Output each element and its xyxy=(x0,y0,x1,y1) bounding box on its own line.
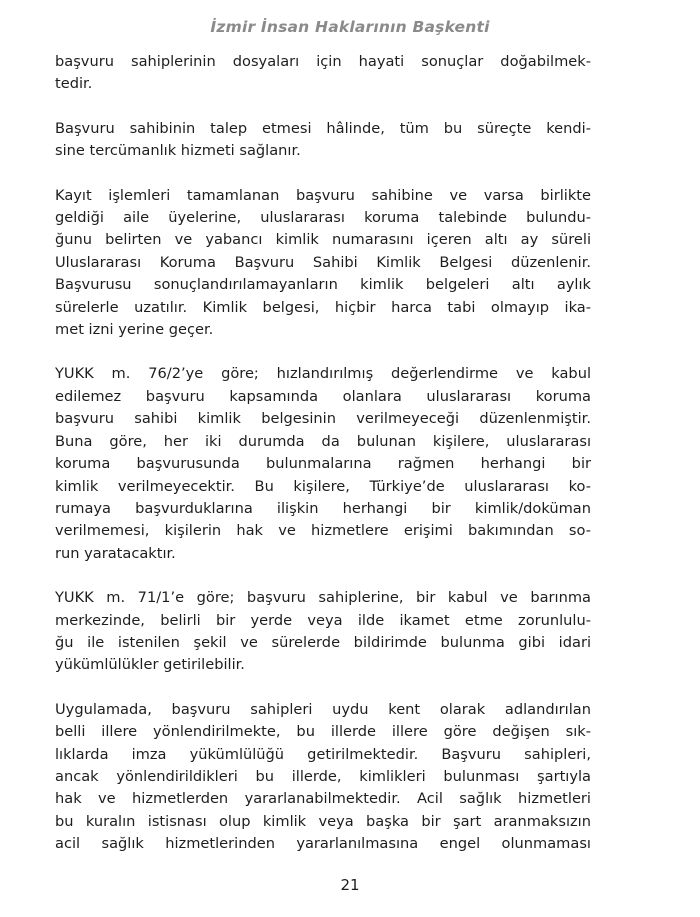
text-line: ğu ile istenilen şekil ve sürelerde bildirimde bulunma gibi idari xyxy=(55,633,591,651)
paragraph xyxy=(55,185,591,342)
text-line: belli illere yönlendirilmekte, bu illerde illere göre değişen sık- xyxy=(55,723,591,741)
text-line: met izni yerine geçer. xyxy=(55,321,214,339)
page-body xyxy=(55,51,591,878)
text-line: yükümlülükler getirilebilir. xyxy=(55,656,245,674)
text-line: Uluslararası Koruma Başvuru Sahibi Kimlik Belgesi düzenlenir. xyxy=(55,253,591,271)
text-line: hak ve hizmetlerden yararlanabilmektedir. Acil sağlık hizmetleri xyxy=(55,790,591,808)
text-line: ğunu belirten ve yabancı kimlik numarasını içeren altı ay süreli xyxy=(55,231,591,249)
running-header: İzmir İnsan Haklarının Başkenti xyxy=(210,18,490,36)
text-line: bu kuralın istisnası olup kimlik veya başka bir şart aranmaksızın xyxy=(55,812,591,830)
text-line: edilemez başvuru kapsamında olanlara uluslararası koruma xyxy=(55,387,591,405)
text-line: Uygulamada, başvuru sahipleri uydu kent olarak adlandırılan xyxy=(55,700,591,718)
paragraph xyxy=(55,51,591,96)
text-line: run yaratacaktır. xyxy=(55,544,176,562)
text-line: kimlik verilmeyecektir. Bu kişilere, Türkiye’de uluslararası ko- xyxy=(55,477,591,495)
text-line: Buna göre, her iki durumda da bulunan kişilere, uluslararası xyxy=(55,432,591,450)
paragraph xyxy=(55,699,591,856)
text-line: verilmemesi, kişilerin hak ve hizmetlere erişimi bakımından so- xyxy=(55,522,591,540)
text-line: acil sağlık hizmetlerinden yararlanılmasına engel olunmaması xyxy=(55,835,591,853)
text-line: rumaya başvurduklarına ilişkin herhangi bir kimlik/doküman xyxy=(55,499,591,517)
text-line: Başvuru sahibinin talep etmesi hâlinde, tüm bu süreçte kendi- xyxy=(55,119,591,137)
text-line: Başvurusu sonuçlandırılamayanların kimlik belgeleri altı aylık xyxy=(55,276,591,294)
paragraph xyxy=(55,363,591,565)
text-line: ancak yönlendirildikleri bu illerde, kimlikleri bulunması şartıyla xyxy=(55,767,591,785)
text-line: Kayıt işlemleri tamamlanan başvuru sahibine ve varsa birlikte xyxy=(55,186,591,204)
text-line: sine tercümanlık hizmeti sağlanır. xyxy=(55,142,301,160)
text-line: sürelerle uzatılır. Kimlik belgesi, hiçbir harca tabi olmayıp ika- xyxy=(55,298,591,316)
text-line: YUKK m. 71/1’e göre; başvuru sahiplerine, bir kabul ve barınma xyxy=(55,589,591,607)
text-line: merkezinde, belirli bir yerde veya ilde ikamet etme zorunlulu- xyxy=(55,611,591,629)
paragraph xyxy=(55,587,591,677)
page-number: 21 xyxy=(340,876,360,894)
text-line: başvuru sahibi kimlik belgesinin verilmeyeceği düzenlenmiştir. xyxy=(55,410,591,428)
text-line: lıklarda imza yükümlülüğü getirilmektedir. Başvuru sahipleri, xyxy=(55,745,591,763)
text-line: geldiği aile üyelerine, uluslararası koruma talebinde bulundu- xyxy=(55,209,591,227)
text-line: YUKK m. 76/2’ye göre; hızlandırılmış değerlendirme ve kabul xyxy=(55,365,591,383)
paragraph xyxy=(55,118,591,163)
text-line: başvuru sahiplerinin dosyaları için hayati sonuçlar doğabilmek- xyxy=(55,53,591,70)
text-line: koruma başvurusunda bulunmalarına rağmen herhangi bir xyxy=(55,455,591,473)
text-line: tedir. xyxy=(55,75,93,93)
